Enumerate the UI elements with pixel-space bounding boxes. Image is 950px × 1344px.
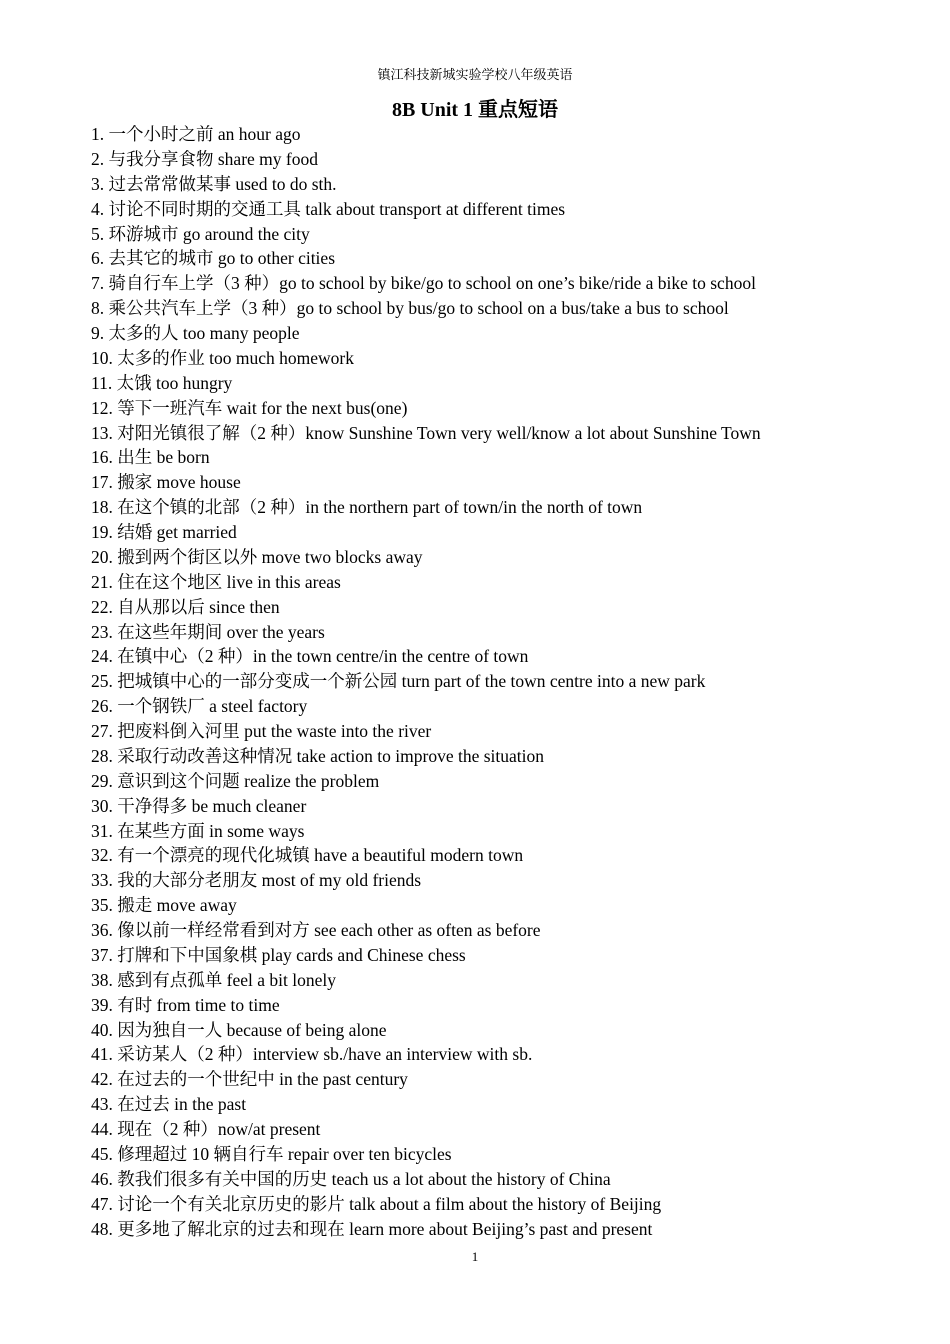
phrase-item: 46. 教我们很多有关中国的历史 teach us a lot about the history of China — [91, 1168, 611, 1189]
phrase-item: 28. 采取行动改善这种情况 take action to improve the situation — [91, 745, 544, 766]
phrase-item: 32. 有一个漂亮的现代化城镇 have a beautiful modern town — [91, 845, 524, 866]
phrase-item: 12. 等下一班汽车 wait for the next bus(one) — [91, 397, 408, 418]
phrase-item: 1. 一个小时之前 an hour ago — [91, 124, 301, 144]
phrase-item: 4. 讨论不同时期的交通工具 talk about transport at different times — [91, 198, 566, 219]
phrase-item: 42. 在过去的一个世纪中 in the past century — [91, 1069, 408, 1090]
phrase-item: 16. 出生 be born — [91, 447, 210, 468]
phrase-item: 23. 在这些年期间 over the years — [91, 621, 325, 642]
phrase-item: 29. 意识到这个问题 realize the problem — [91, 770, 380, 791]
phrase-item: 11. 太饿 too hungry — [91, 372, 233, 393]
phrase-item: 36. 像以前一样经常看到对方 see each other as often as before — [91, 920, 541, 940]
phrase-item: 40. 因为独自一人 because of being alone — [91, 1019, 387, 1040]
phrase-item: 19. 结婚 get married — [91, 522, 237, 542]
phrase-item: 13. 对阳光镇很了解（2 种）know Sunshine Town very well/know a lot about Sunshine Town — [91, 422, 761, 443]
phrase-item: 38. 感到有点孤单 feel a bit lonely — [91, 969, 336, 990]
phrase-item: 8. 乘公共汽车上学（3 种）go to school by bus/go to school on a bus/take a bus to school — [91, 298, 729, 319]
phrase-item: 22. 自从那以后 since then — [91, 596, 280, 617]
phrase-item: 35. 搬走 move away — [91, 895, 237, 916]
phrase-item: 33. 我的大部分老朋友 most of my old friends — [91, 870, 422, 891]
phrase-item: 26. 一个钢铁厂 a steel factory — [91, 696, 308, 717]
phrase-item: 31. 在某些方面 in some ways — [91, 820, 305, 841]
phrase-list — [91, 122, 911, 1241]
phrase-item: 45. 修理超过 10 辆自行车 repair over ten bicycles — [91, 1143, 452, 1164]
phrase-item: 30. 干净得多 be much cleaner — [91, 795, 307, 816]
phrase-item: 7. 骑自行车上学（3 种）go to school by bike/go to school on one’s bike/ride a bike to school — [91, 273, 756, 294]
phrase-item: 43. 在过去 in the past — [91, 1094, 247, 1115]
page-number: 1 — [471, 1249, 479, 1264]
phrase-item: 47. 讨论一个有关北京历史的影片 talk about a film about the history of Beijing — [91, 1193, 662, 1214]
phrase-item: 25. 把城镇中心的一部分变成一个新公园 turn part of the town centre into a new park — [91, 671, 706, 692]
phrase-item: 18. 在这个镇的北部（2 种）in the northern part of town/in the north of town — [91, 497, 643, 518]
phrase-item: 41. 采访某人（2 种）interview sb./have an interview with sb. — [91, 1044, 533, 1065]
phrase-item: 6. 去其它的城市 go to other cities — [91, 248, 335, 269]
phrase-item: 17. 搬家 move house — [91, 472, 241, 493]
phrase-item: 3. 过去常常做某事 used to do sth. — [91, 173, 337, 194]
page-header: 镇江科技新城实验学校八年级英语 — [377, 67, 573, 82]
phrase-item: 24. 在镇中心（2 种）in the town centre/in the centre of town — [91, 646, 529, 667]
phrase-item: 27. 把废料倒入河里 put the waste into the river — [91, 721, 432, 741]
phrase-item: 39. 有时 from time to time — [91, 994, 280, 1015]
page-title: 8B Unit 1 重点短语 — [391, 99, 559, 121]
phrase-item: 9. 太多的人 too many people — [91, 323, 300, 343]
phrase-item: 10. 太多的作业 too much homework — [91, 347, 354, 368]
phrase-item: 20. 搬到两个街区以外 move two blocks away — [91, 546, 423, 567]
phrase-item: 37. 打牌和下中国象棋 play cards and Chinese chess — [91, 944, 466, 965]
phrase-item: 5. 环游城市 go around the city — [91, 223, 310, 244]
phrase-item: 2. 与我分享食物 share my food — [91, 148, 318, 169]
phrase-item: 48. 更多地了解北京的过去和现在 learn more about Beijing’s past and present — [91, 1218, 653, 1239]
phrase-item: 44. 现在（2 种）now/at present — [91, 1119, 321, 1139]
phrase-item: 21. 住在这个地区 live in this areas — [91, 571, 341, 592]
